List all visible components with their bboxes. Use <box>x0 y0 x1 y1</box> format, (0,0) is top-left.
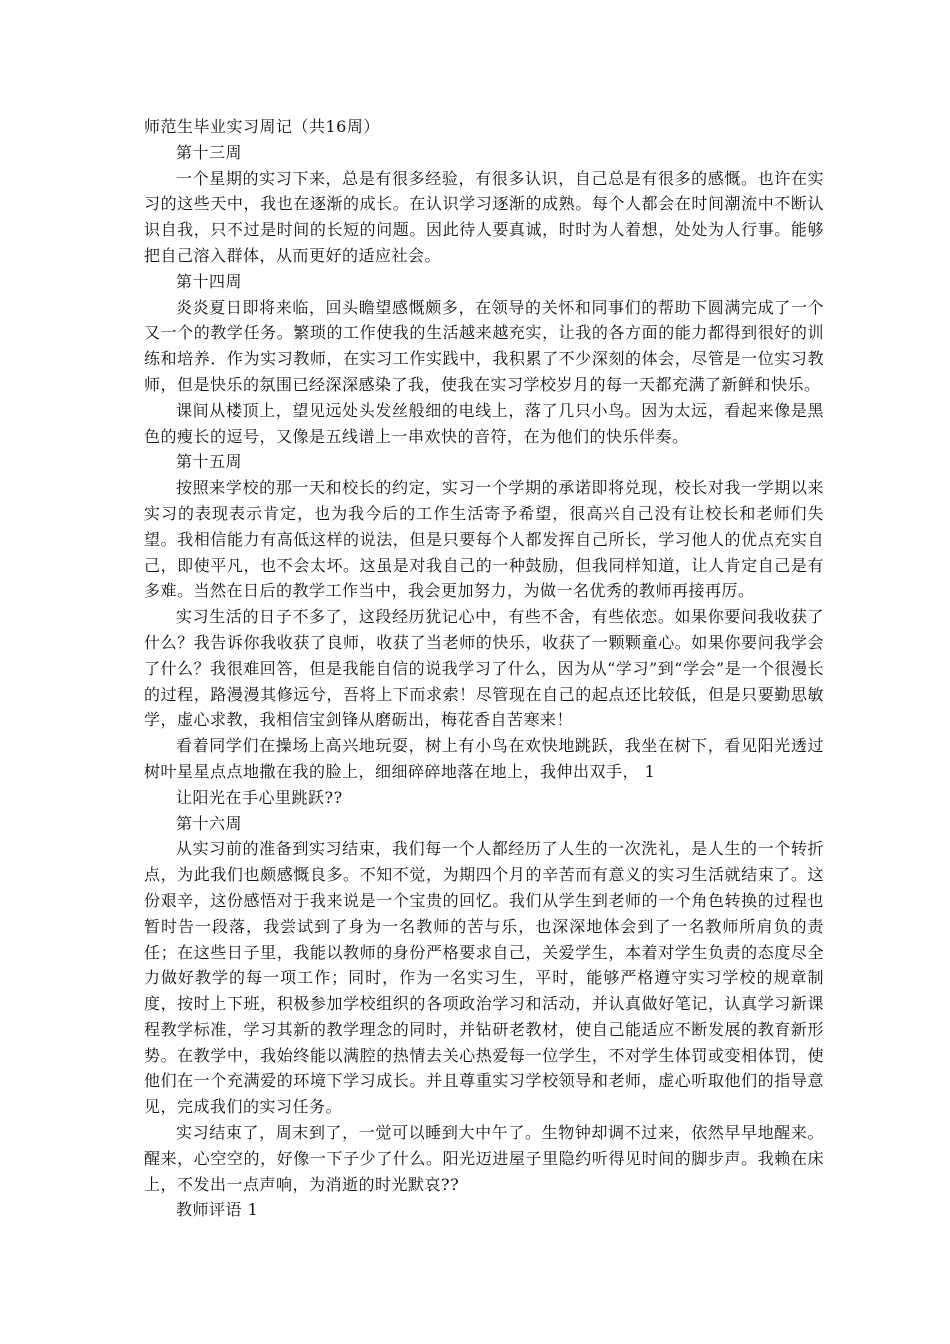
week-14-heading: 第十四周 <box>176 271 243 291</box>
paragraph: 按照来学校的那一天和校长的约定，实习一个学期的承诺即将兑现，校长对我一学期以来实习的表现表示肯定，也为我今后的工作生活寄予希望，很高兴自己没有让校长和老师们失望。我相信能力有高低这样的说法，但是只要每个人都发挥自己所长，学习他人的优点充实自己，即使平凡，也不会太坏。这虽是对我自己的一种鼓励，但我同样知道，让人肯定自己是有多难。当然在日后的教学工作当中，我会更加努力，为做一名优秀的教师再接再厉。 <box>144 478 824 601</box>
paragraph: 一个星期的实习下来，总是有很多经验，有很多认识，自己总是有很多的感慨。也许在实习的这些天中，我也在逐渐的成长。在认识学习逐渐的成熟。每个人都会在时间潮流中不断认识自我，只不过是时间的长短的问题。因此待人要真诚，时时为人着想，处处为人行事。能够把自己溶入群体，从而更好的适应社会。 <box>144 168 824 265</box>
document-page <box>144 114 824 1223</box>
week-15-heading: 第十五周 <box>176 452 243 472</box>
week-16-heading: 第十六周 <box>176 813 243 833</box>
paragraph: 从实习前的准备到实习结束，我们每一个人都经历了人生的一次洗礼，是人生的一个转折点，为此我们也颇感慨良多。不知不觉，为期四个月的辛苦而有意义的实习生活就结束了。这份艰辛，这份感悟对于我来说是一个宝贵的回忆。我们从学生到老师的一个角色转换的过程也暂时告一段落，我尝试到了身为一名教师的苦与乐，也深深地体会到了一名教师所肩负的责任；在这些日子里，我能以教师的身份严格要求自己，关爱学生，本着对学生负责的态度尽全力做好教学的每一项工作；同时，作为一名实习生，平时，能够严格遵守实习学校的规章制度，按时上下班，积极参加学校组织的各项政治学习和活动，并认真做好笔记，认真学习新课程教学标准，学习其新的教学理念的同时，并钻研老教材，使自己能适应不断发展的教育新形势。在教学中，我始终能以满腔的热情去关心热爱每一位学生，不对学生体罚或变相体罚，使他们在一个充满爱的环境下学习成长。并且尊重实习学校领导和老师，虚心听取他们的指导意见，完成我们的实习任务。 <box>144 839 824 1117</box>
paragraph: 看着同学们在操场上高兴地玩耍，树上有小鸟在欢快地跳跃，我坐在树下，看见阳光透过树叶星星点点地撒在我的脸上，细细碎碎地落在地上，我伸出双手， 1 <box>144 736 824 781</box>
paragraph: 让阳光在手心里跳跃?? <box>176 787 343 807</box>
teacher-comment-label: 教师评语 1 <box>176 1200 259 1220</box>
paragraph: 课间从楼顶上，望见远处头发丝般细的电线上，落了几只小鸟。因为太远，看起来像是黑色的瘦长的逗号，又像是五线谱上一串欢快的音符，在为他们的快乐伴奏。 <box>144 400 824 446</box>
paragraph: 炎炎夏日即将来临，回头瞻望感慨颇多，在领导的关怀和同事们的帮助下圆满完成了一个又一个的教学任务。繁琐的工作使我的生活越来越充实，让我的各方面的能力都得到很好的训练和培养．作为实习教师，在实习工作实践中，我积累了不少深刻的体会，尽管是一位实习教师，但是快乐的氛围已经深深感染了我，使我在实习学校岁月的每一天都充满了新鲜和快乐。 <box>144 297 824 394</box>
paragraph: 实习生活的日子不多了，这段经历犹记心中，有些不舍，有些依恋。如果你要问我收获了什么？我告诉你我收获了良师，收获了当老师的快乐，收获了一颗颗童心。如果你要问我学会了什么？我很难回答，但是我能自信的说我学习了什么，因为从“学习”到“学会”是一个很漫长的过程，路漫漫其修远兮，吾将上下而求索！尽管现在自己的起点还比较低，但是只要勤思敏学，虚心求教，我相信宝剑锋从磨砺出，梅花香自苦寒来！ <box>144 607 824 730</box>
document-title: 师范生毕业实习周记（共16周） <box>144 117 380 136</box>
week-13-heading: 第十三周 <box>176 142 243 162</box>
paragraph: 实习结束了，周末到了，一觉可以睡到大中午了。生物钟却调不过来，依然早早地醒来。醒来，心空空的，好像一下子少了什么。阳光迈进屋子里隐约听得见时间的脚步声。我赖在床上，不发出一点声响，为消逝的时光默哀?? <box>144 1123 824 1194</box>
